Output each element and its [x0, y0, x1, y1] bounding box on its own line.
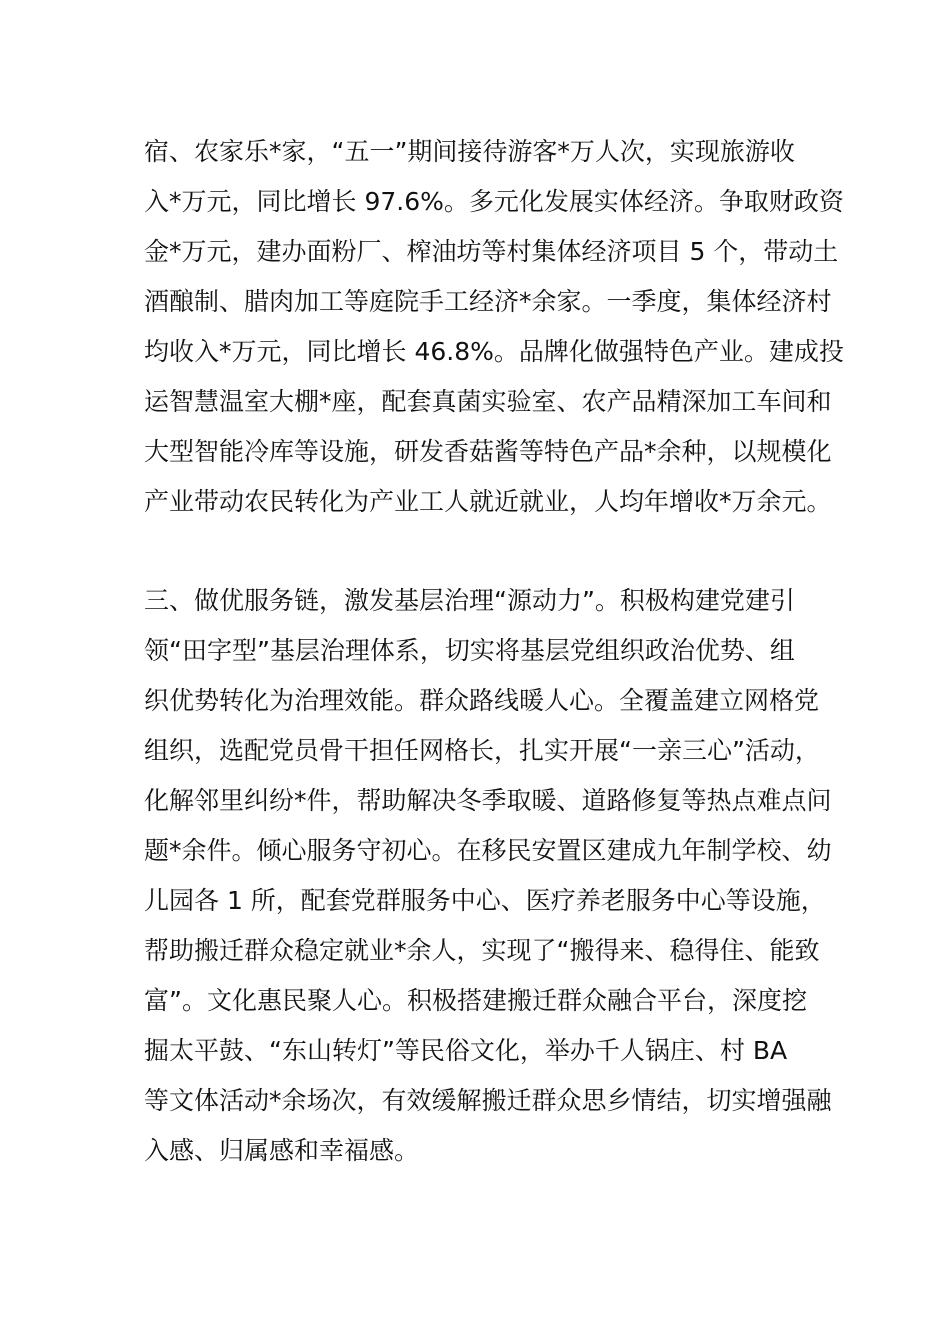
- paragraph-line: 组织，选配党员骨干担任网格长，扎实开展“一亲三心”活动，: [144, 736, 820, 765]
- paragraph-line: 织优势转化为治理效能。群众路线暖人心。全覆盖建立网格党: [144, 686, 820, 715]
- paragraph-line: 产业带动农民转化为产业工人就近就业，人均年增收*万余元。: [144, 487, 832, 516]
- paragraph-line: 题*余件。倾心服务守初心。在移民安置区建成九年制学校、幼: [144, 836, 832, 865]
- paragraph-line: 掘太平鼓、“东山转灯”等民俗文化，举办千人锅庄、村 BA: [144, 1036, 788, 1065]
- paragraph-line: 均收入*万元，同比增长 46.8%。品牌化做强特色产业。建成投: [144, 337, 844, 366]
- paragraph-line: 化解邻里纠纷*件，帮助解决冬季取暖、道路修复等热点难点问: [144, 786, 832, 815]
- paragraph-line: 三、做优服务链，激发基层治理“源动力”。积极构建党建引: [144, 586, 795, 615]
- paragraph-line: 入感、归属感和幸福感。: [144, 1136, 420, 1165]
- paragraph-line: 运智慧温室大棚*座，配套真菌实验室、农产品精深加工车间和: [144, 387, 832, 416]
- paragraph-line: 领“田字型”基层治理体系，切实将基层党组织政治优势、组: [144, 636, 795, 665]
- paragraph-line: 大型智能冷库等设施，研发香菇酱等特色产品*余种，以规模化: [144, 437, 832, 466]
- paragraph-line: 金*万元，建办面粉厂、榨油坊等村集体经济项目 5 个，带动土: [144, 237, 839, 266]
- paragraph-line: 儿园各 1 所，配套党群服务中心、医疗养老服务中心等设施，: [144, 886, 826, 915]
- paragraph-line: 等文体活动*余场次，有效缓解搬迁群众思乡情结，切实增强融: [144, 1086, 832, 1115]
- paragraph-line: 富”。文化惠民聚人心。积极搭建搬迁群众融合平台，深度挖: [144, 986, 807, 1015]
- paragraph-line: 宿、农家乐*家，“五一”期间接待游客*万人次，实现旅游收: [144, 137, 795, 166]
- paragraph-line: 帮助搬迁群众稳定就业*余人，实现了“搬得来、稳得住、能致: [144, 936, 820, 965]
- paragraph-line: 入*万元，同比增长 97.6%。多元化发展实体经济。争取财政资: [144, 187, 844, 216]
- paragraph-line: 酒酿制、腊肉加工等庭院手工经济*余家。一季度，集体经济村: [144, 287, 832, 316]
